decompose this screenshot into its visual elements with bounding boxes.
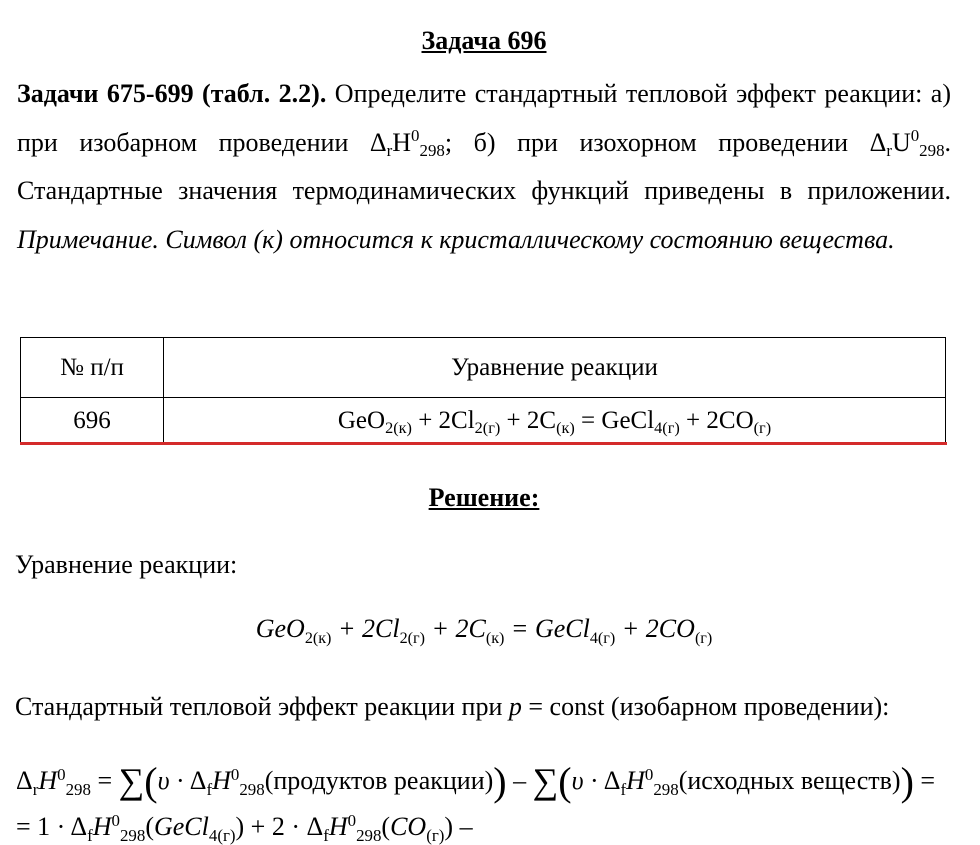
subscript-f: f xyxy=(206,779,213,799)
dot-delta: · Δ xyxy=(583,766,621,795)
products-label: (продуктов реакции) xyxy=(264,766,494,795)
problem-text-1: Определите стандартный тепловой эффект реакции: а) при изобарном проведении Δ xyxy=(17,79,951,157)
pressure-symbol: p xyxy=(508,692,522,721)
enthalpy-formula xyxy=(16,758,935,805)
symbol-h: H xyxy=(626,766,645,795)
subscript-r: r xyxy=(386,141,393,161)
subscript-f: f xyxy=(323,825,329,845)
superscript-0: 0 xyxy=(57,764,66,784)
symbol-h: H xyxy=(38,766,58,795)
close-paren-minus: ) – xyxy=(444,812,473,841)
species-co: CO xyxy=(390,812,427,841)
subscript-f: f xyxy=(620,779,627,799)
symbol-h: H xyxy=(328,812,348,841)
equation-label: Уравнение реакции: xyxy=(15,550,238,579)
reaction-formula xyxy=(0,614,968,647)
eq-term: + 2Cl xyxy=(411,406,475,434)
species-gecl4: GeCl xyxy=(153,812,209,841)
heat-effect-text xyxy=(15,692,889,722)
eq-subscript: (к) xyxy=(556,419,575,438)
subscript-298: 298 xyxy=(356,825,382,845)
column-header-equation: Уравнение реакции xyxy=(164,338,946,398)
subscript-298: 298 xyxy=(119,825,146,845)
delta-symbol: Δ xyxy=(16,766,33,795)
superscript-0: 0 xyxy=(111,810,120,830)
formula-term: = GeCl xyxy=(504,614,590,643)
sum-symbol: ∑ xyxy=(118,761,145,801)
open-paren: ( xyxy=(145,812,154,841)
sum-symbol: ∑ xyxy=(532,761,559,801)
open-paren: ( xyxy=(144,759,158,804)
close-paren: ) xyxy=(493,759,507,804)
problem-lead: Задачи 675-699 (табл. 2.2). xyxy=(17,79,327,108)
nu-symbol: υ xyxy=(571,766,584,795)
close-paren: ) xyxy=(900,759,914,804)
problem-statement xyxy=(17,70,951,264)
formula-subscript: 2(г) xyxy=(399,629,425,647)
dot-delta: · Δ xyxy=(169,766,207,795)
eq-subscript: 2(г) xyxy=(474,419,501,438)
symbol-h: H xyxy=(392,127,412,157)
solution-heading: Решение: xyxy=(428,483,540,512)
symbol-h: H xyxy=(92,812,112,841)
subscript-298: 298 xyxy=(239,779,265,799)
superscript-0: 0 xyxy=(347,810,357,830)
symbol-h: H xyxy=(212,766,231,795)
open-paren: ( xyxy=(558,759,572,804)
problem-text-2: ; б) при изохорном проведении Δ xyxy=(444,127,887,157)
heat-text-before: Стандартный тепловой эффект реакции при xyxy=(15,692,509,721)
superscript-0: 0 xyxy=(910,126,920,146)
formula-term: + 2C xyxy=(424,614,486,643)
row-equation xyxy=(164,398,946,444)
species-subscript: (г) xyxy=(426,825,445,845)
close-paren: ) xyxy=(235,812,245,841)
problem-title: Задача 696 xyxy=(421,26,547,55)
superscript-0: 0 xyxy=(230,764,240,784)
eq-term: GeO xyxy=(337,406,386,434)
formula-term: GeO xyxy=(255,614,305,643)
table-bottom-accent-line xyxy=(20,442,947,445)
species-subscript: 4(г) xyxy=(208,825,236,845)
superscript-0: 0 xyxy=(644,764,654,784)
enthalpy-expansion xyxy=(16,810,473,845)
formula-subscript: 4(г) xyxy=(589,629,616,647)
minus-sign: – xyxy=(506,766,533,795)
eq-subscript: 4(г) xyxy=(654,419,680,438)
problem-note: Примечание. Символ (к) относится к кристаллическому состоянию вещества. xyxy=(17,224,895,254)
formula-term: + 2CO xyxy=(615,614,695,643)
formula-subscript: 2(к) xyxy=(304,629,332,647)
subscript-r: r xyxy=(886,141,892,161)
nu-symbol: υ xyxy=(157,766,170,795)
coefficient-delta: + 2 · Δ xyxy=(244,812,324,841)
coefficient-delta: = 1 · Δ xyxy=(16,812,88,841)
row-number: 696 xyxy=(21,398,164,444)
open-paren: ( xyxy=(381,812,391,841)
symbol-u: U xyxy=(891,127,911,157)
reactants-label: (исходных веществ) xyxy=(678,766,901,795)
eq-term: + 2C xyxy=(500,406,557,434)
eq-subscript: 2(к) xyxy=(385,419,412,438)
equals-sign: = xyxy=(913,766,936,795)
problem-text-3: . Стандартные значения термодинамических функций приведены в приложении. xyxy=(17,127,952,205)
equals-sign: = xyxy=(90,766,119,795)
formula-subscript: (к) xyxy=(485,629,505,647)
table-row xyxy=(21,398,946,444)
subscript-f: f xyxy=(87,825,93,845)
formula-term: + 2Cl xyxy=(331,614,400,643)
subscript-298: 298 xyxy=(919,141,945,161)
table-header-row xyxy=(21,338,946,398)
eq-term: = GeCl xyxy=(574,406,655,434)
reaction-table xyxy=(20,337,946,444)
heat-text-after: = const (изобарном проведении): xyxy=(521,692,890,721)
column-header-number: № п/п xyxy=(21,338,164,398)
superscript-0: 0 xyxy=(411,126,420,146)
subscript-298: 298 xyxy=(653,779,679,799)
formula-subscript: (г) xyxy=(694,629,713,647)
subscript-r: r xyxy=(32,779,39,799)
eq-term: + 2CO xyxy=(679,406,754,434)
eq-subscript: (г) xyxy=(753,419,772,438)
subscript-298: 298 xyxy=(65,779,91,799)
subscript-298: 298 xyxy=(419,141,445,161)
